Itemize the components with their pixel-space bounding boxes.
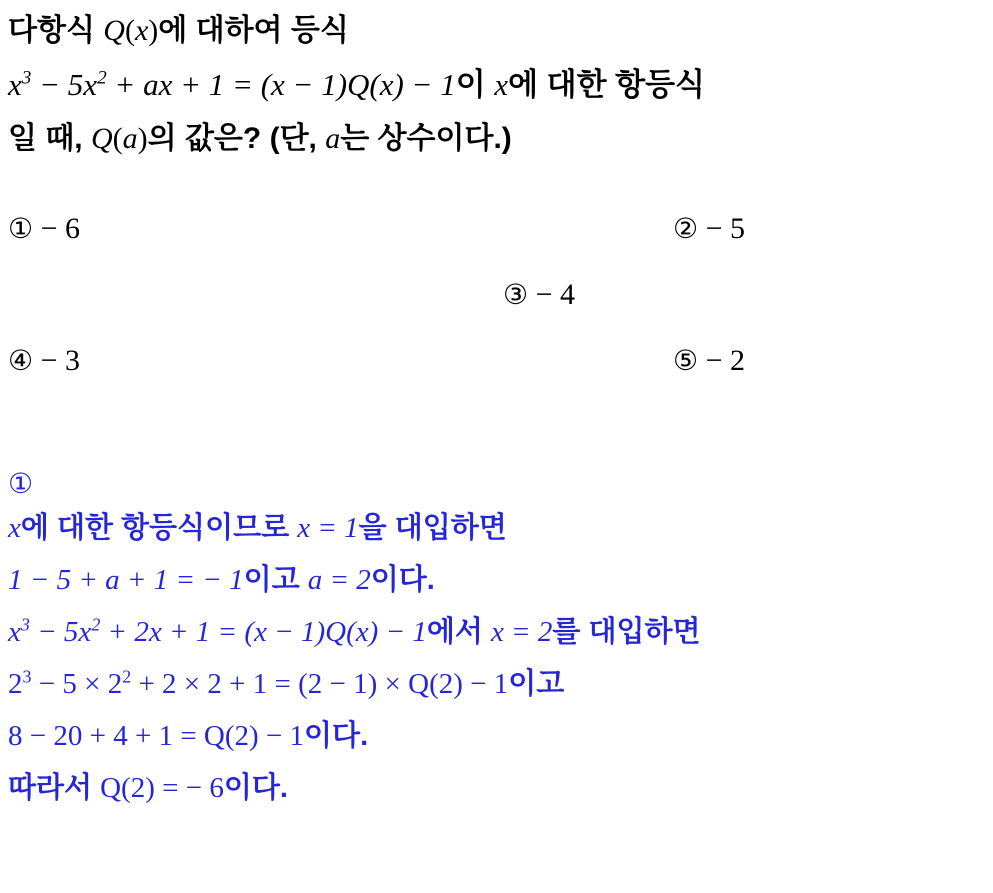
choice-4[interactable] xyxy=(8,344,80,378)
solution-line5-eq: 8 − 20 + 4 + 1 = Q(2) − 1 xyxy=(8,720,305,752)
choice-4-marker: ④ xyxy=(8,344,34,377)
choice-5[interactable] xyxy=(673,344,745,378)
choice-1-marker: ① xyxy=(8,212,34,245)
equation-mid: − 5x xyxy=(31,67,98,102)
solution-line3-sub: x = 2 xyxy=(490,616,553,648)
question-line3-qa: Q(a) xyxy=(90,122,148,155)
question-line2-kor-a: 이 xyxy=(455,67,495,102)
question-line3-kor-b: 의 값은? (단, xyxy=(147,122,326,155)
choice-4-value: − 3 xyxy=(40,344,81,377)
solution-line4-exp-3: 3 xyxy=(22,666,32,687)
solution-line1-kor-b: 을 대입하면 xyxy=(358,512,507,544)
solution-line-1 xyxy=(8,502,986,554)
solution-line4-exp-2: 2 xyxy=(122,666,132,687)
solution-line2-kor-a: 이고 xyxy=(243,564,308,596)
answer-choices xyxy=(8,208,986,388)
question-line-1 xyxy=(8,10,986,52)
exponent-2: 2 xyxy=(97,67,107,89)
solution-line5-kor: 이다. xyxy=(304,720,369,752)
choice-3-value: − 4 xyxy=(535,278,576,311)
solution-line4-kor: 이고 xyxy=(508,668,565,700)
solution-line-5 xyxy=(8,710,986,762)
solution-line6-result: Q(2) = − 6 xyxy=(100,772,224,804)
solution-line-3 xyxy=(8,606,986,658)
solution-line1-kor-a: 에 대한 항등식이므로 xyxy=(20,512,298,544)
solution-block xyxy=(8,466,986,814)
question-line1-prefix: 다항식 xyxy=(8,14,104,47)
solution-line4-c: + 2 × 2 + 1 = (2 − 1) × Q(2) − 1 xyxy=(131,668,509,700)
solution-line2-eq: 1 − 5 + a + 1 = − 1 xyxy=(8,564,244,596)
solution-line4-eq xyxy=(8,668,508,700)
solution-line3-kor-a: 에서 xyxy=(426,616,491,648)
choice-1-value: − 6 xyxy=(40,212,81,245)
solution-exp-2: 2 xyxy=(91,614,101,635)
solution-line3-mid: − 5x xyxy=(29,616,92,648)
solution-line3-eq xyxy=(8,616,427,648)
solution-line3-kor-b: 를 대입하면 xyxy=(552,616,701,648)
solution-line4-a: 2 xyxy=(8,668,23,700)
choice-2-marker: ② xyxy=(673,212,699,245)
question-line-3 xyxy=(8,118,986,160)
question-equation: $x^3 - 5x^2$ + ax + 1 = (x − 1)Q(x) − 1 xyxy=(8,67,456,102)
solution-line-4 xyxy=(8,658,986,710)
equation-rest: + ax + 1 = (x − 1)Q(x) − 1 xyxy=(106,67,456,102)
solution-answer-marker: ① xyxy=(8,467,34,500)
exponent-3: 3 xyxy=(21,67,32,89)
choice-2[interactable] xyxy=(673,212,745,246)
choice-5-marker: ⑤ xyxy=(673,344,699,377)
solution-line-6 xyxy=(8,762,986,814)
solution-exp-3: 3 xyxy=(20,614,30,635)
question-line3-var-a: a xyxy=(325,122,341,155)
solution-line6-kor-a: 따라서 xyxy=(8,772,101,804)
choice-3[interactable] xyxy=(503,278,575,312)
question-line3-kor-c: 는 상수이다.) xyxy=(340,122,512,155)
solution-line3-x: x xyxy=(8,616,21,648)
solution-line4-b: − 5 × 2 xyxy=(31,668,123,700)
solution-line3-rest: + 2x + 1 = (x − 1)Q(x) − 1 xyxy=(100,616,427,648)
choice-5-value: − 2 xyxy=(705,344,746,377)
choice-2-value: − 5 xyxy=(705,212,746,245)
solution-line1-sub: x = 1 xyxy=(297,512,359,544)
solution-line2-kor-b: 이다. xyxy=(370,564,435,596)
choice-1[interactable] xyxy=(8,212,80,246)
question-block xyxy=(8,8,986,160)
question-line1-math: Q(x) xyxy=(103,14,159,47)
question-line1-suffix: 에 대하여 등식 xyxy=(158,14,349,47)
question-line3-kor-a: 일 때, xyxy=(8,122,91,155)
question-line2-kor-b: 에 대한 항등식 xyxy=(508,67,705,102)
question-line2-var-x: x xyxy=(494,67,509,102)
question-line-2 xyxy=(8,64,986,106)
solution-line1-var-x: x xyxy=(8,512,21,544)
solution-line6-kor-b: 이다. xyxy=(223,772,288,804)
solution-line-2 xyxy=(8,554,986,606)
choice-3-marker: ③ xyxy=(503,278,529,311)
solution-line2-a-value: a = 2 xyxy=(307,564,371,596)
